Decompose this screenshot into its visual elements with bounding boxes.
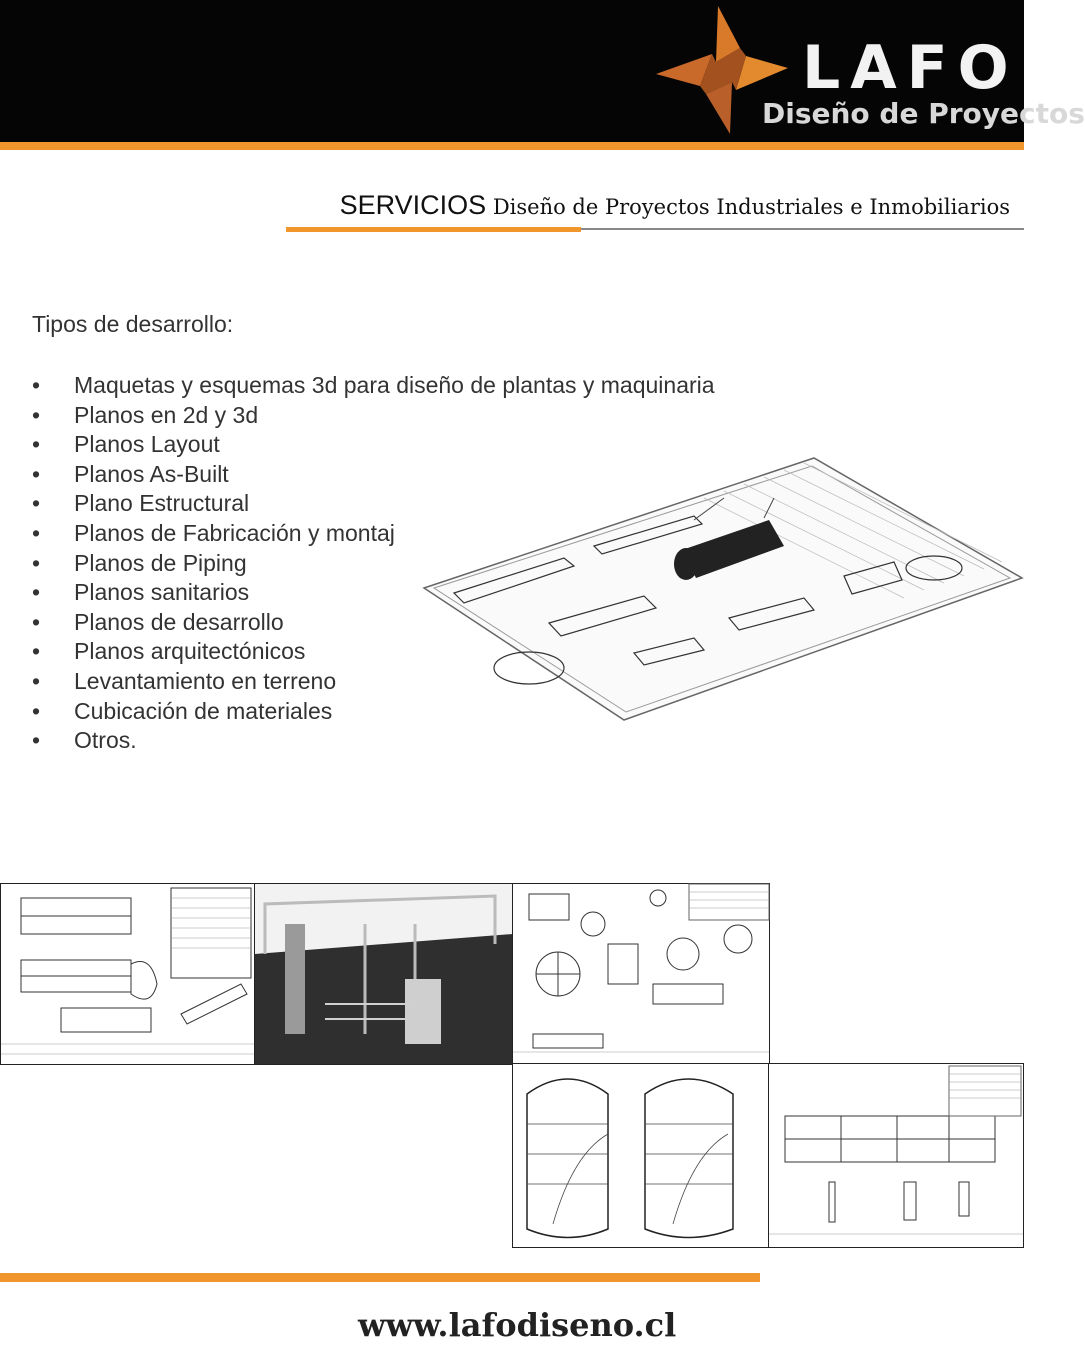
gallery-image-tank-drawing (0, 883, 256, 1065)
list-item (32, 726, 715, 756)
list-item-label: Maquetas y esquemas 3d para diseño de plantas y maquinaria (74, 372, 715, 398)
list-item-label: Levantamiento en terreno (74, 667, 337, 694)
gallery-image-parts-drawing (512, 883, 770, 1065)
list-item-label: Otros. (74, 727, 137, 754)
intro-text: Tipos de desarrollo: (32, 311, 234, 337)
list-item (32, 460, 715, 490)
list-item (32, 697, 715, 727)
website-link[interactable]: www.lafodiseno.cl (358, 1306, 677, 1344)
list-item (32, 608, 715, 638)
bullet-icon: • (32, 401, 41, 428)
logo-tagline: Diseño de Proyectos (762, 97, 1085, 130)
bullet-icon: • (32, 519, 41, 546)
list-item-label: Planos arquitectónicos (74, 638, 306, 665)
development-types-list (32, 371, 715, 756)
list-item-label: Planos As-Built (74, 460, 229, 487)
footer-accent-stripe (0, 1273, 760, 1282)
section-heading: SERVICIOS (339, 190, 487, 220)
header-accent-stripe (0, 142, 1024, 150)
list-item (32, 430, 715, 460)
bullet-icon: • (32, 638, 41, 665)
list-item (32, 489, 715, 519)
bullet-icon: • (32, 608, 41, 635)
bullet-icon: • (32, 667, 41, 694)
bullet-icon: • (32, 549, 41, 576)
gallery-image-layout-drawing (768, 1063, 1024, 1248)
list-item-label: Planos sanitarios (74, 579, 250, 606)
list-item-label: Planos en 2d y 3d (74, 401, 259, 428)
section-subheading: Diseño de Proyectos Industriales e Inmobiliarios (492, 195, 1010, 219)
bullet-icon: • (32, 490, 41, 517)
silo-drawing-icon (513, 1064, 769, 1247)
gallery-image-silo-drawing (512, 1063, 770, 1248)
list-item-label: Planos de Piping (74, 549, 247, 576)
list-item-label: Plano Estructural (74, 490, 250, 517)
list-item (32, 667, 715, 697)
tank-drawing-icon (1, 884, 255, 1064)
list-item (32, 371, 715, 401)
logo-wordmark: LAFO (802, 33, 1019, 103)
list-item (32, 401, 715, 431)
list-item (32, 637, 715, 667)
list-item (32, 549, 715, 579)
section-title (340, 190, 1010, 221)
list-item (32, 519, 715, 549)
company-logo (652, 2, 1085, 140)
bullet-icon: • (32, 372, 41, 398)
parts-drawing-icon (513, 884, 769, 1064)
bullet-icon: • (32, 460, 41, 487)
plant-render-icon (255, 884, 513, 1064)
list-item-label: Planos Layout (74, 431, 220, 458)
list-item-label: Planos de desarrollo (74, 608, 284, 635)
title-rule (581, 228, 1024, 230)
title-rule-accent (286, 227, 581, 232)
bullet-icon: • (32, 727, 41, 754)
list-item-label: Planos de Fabricación y montaj (74, 519, 395, 546)
bullet-icon: • (32, 431, 41, 458)
list-item-label: Cubicación de materiales (74, 697, 333, 724)
bullet-icon: • (32, 579, 41, 606)
gallery-image-3d-render (254, 883, 514, 1065)
layout-drawing-icon (769, 1064, 1023, 1247)
list-item (32, 578, 715, 608)
bullet-icon: • (32, 697, 41, 724)
